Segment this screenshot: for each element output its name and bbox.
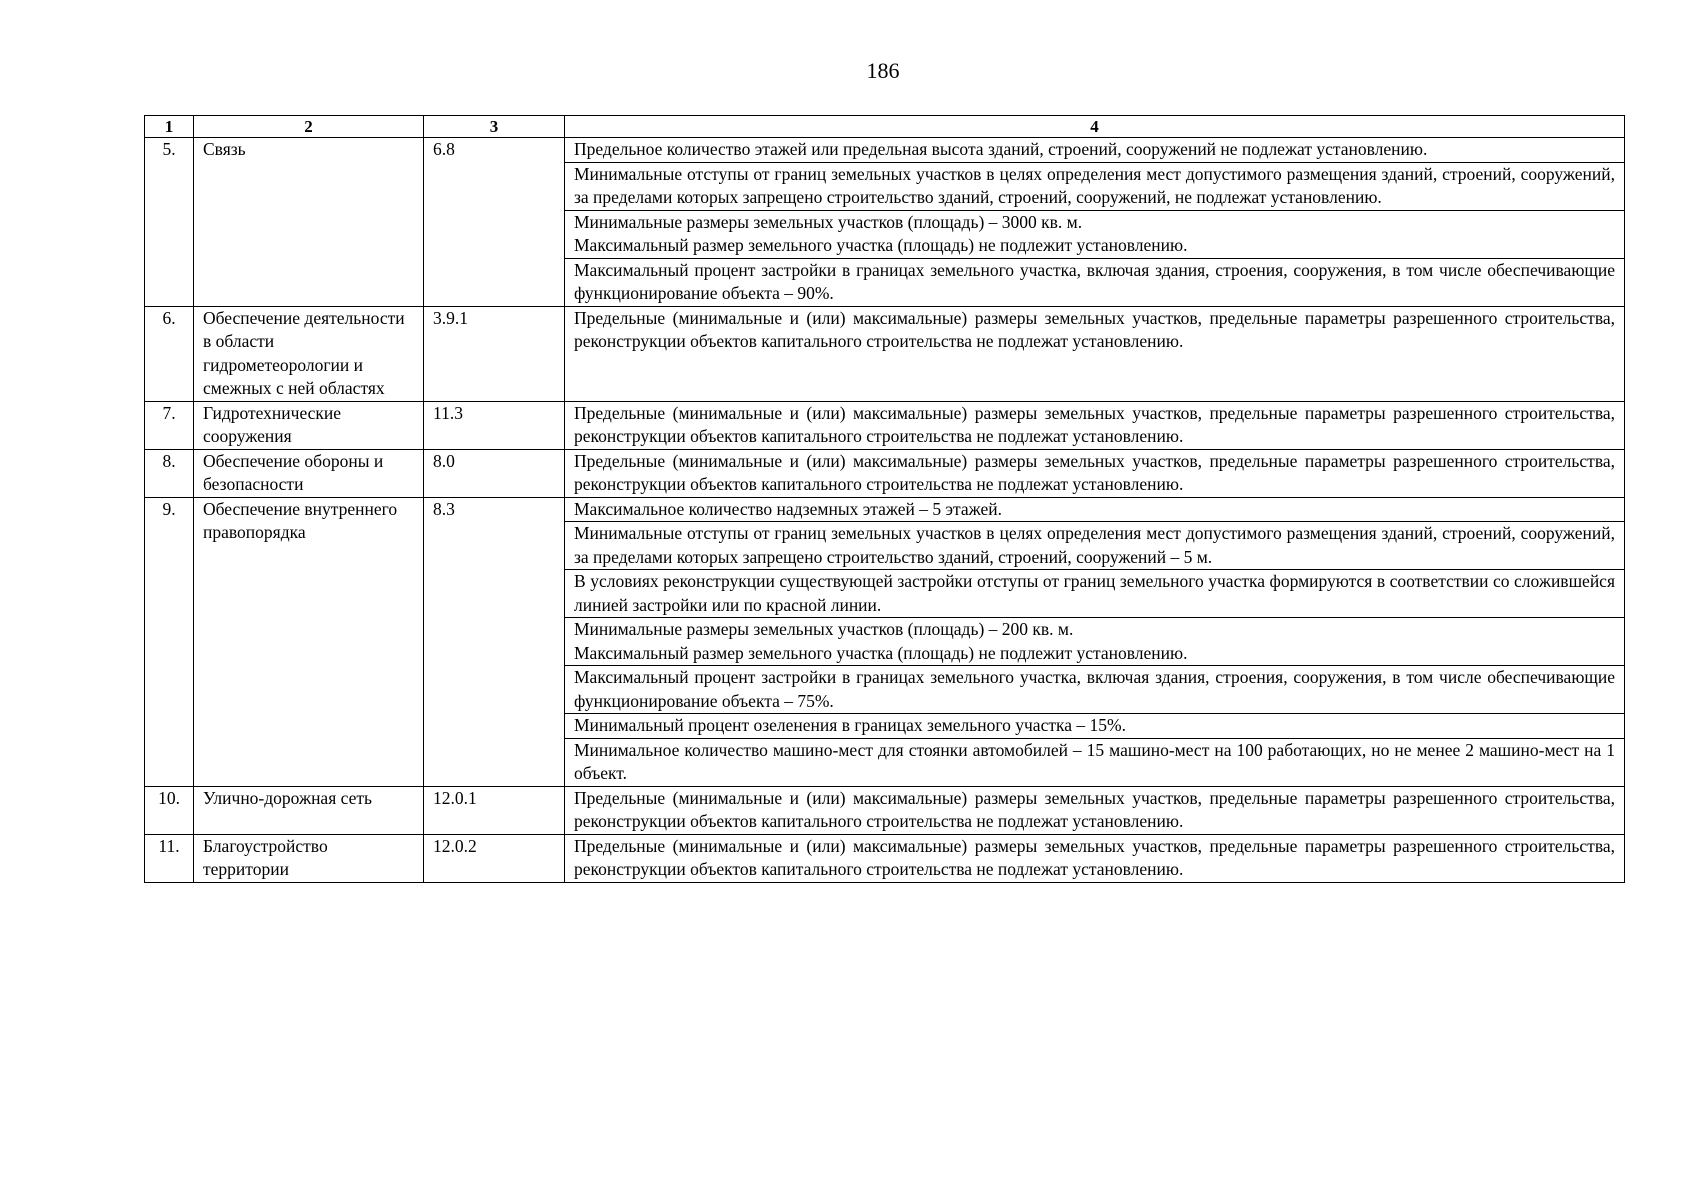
table-row [145, 138, 1625, 163]
land-use-type: Обеспечение обороны и безопасности [194, 449, 424, 497]
row-number: 7. [145, 401, 194, 449]
header-col-4: 4 [565, 116, 1625, 138]
parameter-cell: Предельные (минимальные и (или) максимальные) размеры земельных участков, предельные параметры разрешенного строительства, реконструкции объектов капитального строительства не подлежат установлению. [565, 786, 1625, 834]
row-number: 9. [145, 497, 194, 786]
table-row [145, 834, 1625, 882]
land-use-type: Гидротехнические сооружения [194, 401, 424, 449]
row-number: 6. [145, 306, 194, 401]
parameter-cell: В условиях реконструкции существующей застройки отступы от границ земельного участка формируются в соответствии со сложившейся линией застройки или по красной линии. [565, 570, 1625, 618]
row-number: 11. [145, 834, 194, 882]
land-use-code: 12.0.2 [424, 834, 565, 882]
parameter-cell [565, 210, 1625, 258]
header-col-1: 1 [145, 116, 194, 138]
parameter-cell: Предельные (минимальные и (или) максимальные) размеры земельных участков, предельные параметры разрешенного строительства, реконструкции объектов капитального строительства не подлежат установлению. [565, 306, 1625, 401]
header-col-3: 3 [424, 116, 565, 138]
table-body [145, 138, 1625, 883]
land-use-code: 12.0.1 [424, 786, 565, 834]
table-row [145, 306, 1625, 401]
land-use-code: 8.0 [424, 449, 565, 497]
parameter-cell: Минимальное количество машино-мест для стоянки автомобилей – 15 машино-мест на 100 работающих, но не менее 2 машино-мест на 1 объект. [565, 738, 1625, 786]
parameter-cell: Предельные (минимальные и (или) максимальные) размеры земельных участков, предельные параметры разрешенного строительства, реконструкции объектов капитального строительства не подлежат установлению. [565, 401, 1625, 449]
parameter-cell: Максимальный процент застройки в границах земельного участка, включая здания, строения, сооружения, в том числе обеспечивающие функционирование объекта – 75%. [565, 666, 1625, 714]
row-number: 5. [145, 138, 194, 307]
parameter-cell: Минимальные отступы от границ земельных участков в целях определения мест допустимого размещения зданий, строений, сооружений, за пределами которых запрещено строительство зданий, строений, сооружений – 5 м. [565, 522, 1625, 570]
parameter-cell: Минимальный процент озеленения в границах земельного участка – 15%. [565, 714, 1625, 739]
land-use-type: Связь [194, 138, 424, 307]
land-use-type: Обеспечение деятельности в области гидрометеорологии и смежных с ней областях [194, 306, 424, 401]
parameter-cell: Минимальные отступы от границ земельных участков в целях определения мест допустимого размещения зданий, строений, сооружений, за пределами которых запрещено строительство зданий, строений, сооружений, не подлежат установлению. [565, 162, 1625, 210]
parameter-cell [565, 618, 1625, 666]
header-col-2: 2 [194, 116, 424, 138]
row-number: 10. [145, 786, 194, 834]
land-use-code: 8.3 [424, 497, 565, 786]
parameter-line: Минимальные размеры земельных участков (площадь) – 200 кв. м. [574, 619, 1074, 639]
parameter-line: Максимальный размер земельного участка (площадь) не подлежит установлению. [574, 642, 1188, 663]
land-use-code: 3.9.1 [424, 306, 565, 401]
parameter-cell: Предельные (минимальные и (или) максимальные) размеры земельных участков, предельные параметры разрешенного строительства, реконструкции объектов капитального строительства не подлежат установлению. [565, 834, 1625, 882]
table-row [145, 497, 1625, 522]
page-number: 186 [866, 58, 900, 83]
parameter-cell: Максимальное количество надземных этажей – 5 этажей. [565, 497, 1625, 522]
land-use-type: Улично-дорожная сеть [194, 786, 424, 834]
land-use-type: Благоустройство территории [194, 834, 424, 882]
land-use-code: 11.3 [424, 401, 565, 449]
parameter-cell: Максимальный процент застройки в границах земельного участка, включая здания, строения, сооружения, в том числе обеспечивающие функционирование объекта – 90%. [565, 258, 1625, 306]
land-use-code: 6.8 [424, 138, 565, 307]
land-use-type: Обеспечение внутреннего правопорядка [194, 497, 424, 786]
parameter-line: Минимальные размеры земельных участков (площадь) – 3000 кв. м. [574, 211, 1083, 232]
parameter-cell: Предельные (минимальные и (или) максимальные) размеры земельных участков, предельные параметры разрешенного строительства, реконструкции объектов капитального строительства не подлежат установлению. [565, 449, 1625, 497]
parameter-cell: Предельное количество этажей или предельная высота зданий, строений, сооружений не подлежат установлению. [565, 138, 1625, 163]
table-row [145, 401, 1625, 449]
row-number: 8. [145, 449, 194, 497]
header-row [145, 116, 1625, 138]
table-row [145, 449, 1625, 497]
table-row [145, 786, 1625, 834]
parameter-line: Максимальный размер земельного участка (площадь) не подлежит установлению. [574, 235, 1188, 255]
regulations-table [144, 115, 1625, 883]
